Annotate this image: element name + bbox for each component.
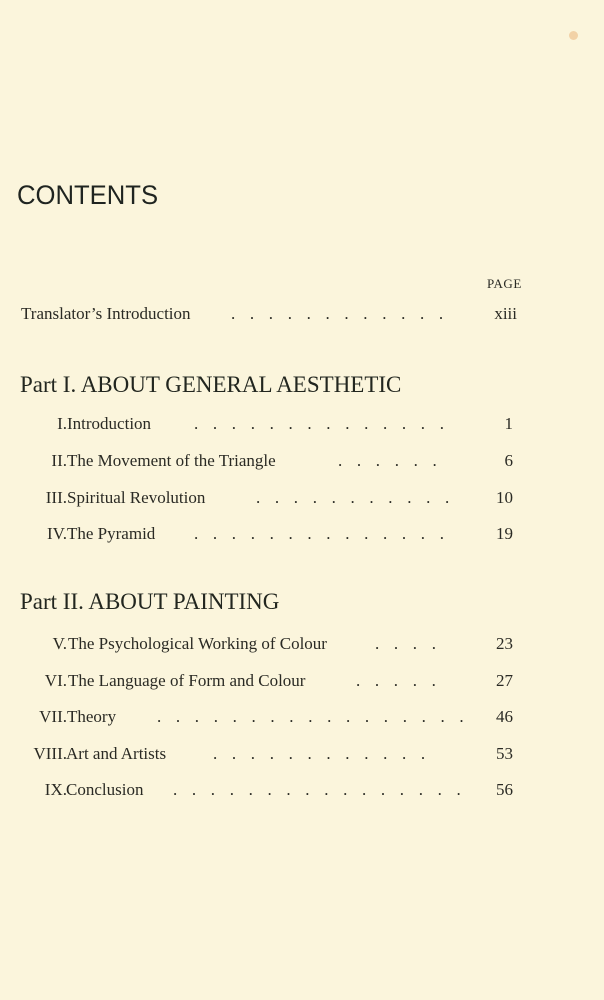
chapter-title: Introduction (67, 414, 152, 433)
toc-entry-chapter-3[interactable] (0, 488, 604, 512)
chapter-title: The Language of Form and Colour (68, 671, 306, 690)
part-heading-2: Part II. ABOUT PAINTING (20, 589, 280, 614)
toc-entry-chapter-1[interactable] (0, 414, 604, 438)
page-title: CONTENTS (17, 180, 159, 210)
leader-dots: . . . . . . . . . . . . . . . . . (157, 707, 469, 726)
paper-stain (569, 31, 578, 40)
chapter-page: 56 (496, 780, 513, 799)
toc-entry-page: xiii (494, 304, 517, 323)
toc-entry-chapter-8[interactable] (0, 744, 604, 768)
toc-entry-translators-introduction[interactable] (0, 304, 604, 328)
toc-entry-label: Translator’s Introduction (21, 304, 191, 323)
toc-entry-chapter-9[interactable] (0, 780, 604, 804)
leader-dots: . . . . . . (338, 451, 442, 470)
toc-entry-chapter-4[interactable] (0, 524, 604, 548)
chapter-title: Spiritual Revolution (67, 488, 206, 507)
toc-entry-chapter-7[interactable] (0, 707, 604, 731)
chapter-number: IX. (44, 780, 67, 799)
chapter-number: VI. (44, 671, 67, 690)
leader-dots: . . . . . (356, 671, 442, 690)
chapter-number: IV. (47, 524, 67, 543)
chapter-number: VIII. (33, 744, 67, 763)
part-heading-1: Part I. ABOUT GENERAL AESTHETIC (20, 372, 402, 397)
chapter-title: Theory (67, 707, 117, 726)
chapter-number: I. (57, 414, 67, 433)
chapter-title: The Psychological Working of Colour (68, 634, 327, 653)
toc-entry-chapter-2[interactable] (0, 451, 604, 475)
chapter-page: 46 (496, 707, 513, 726)
leader-dots: . . . . . . . . . . . . . . . . (173, 780, 466, 799)
chapter-title: Conclusion (66, 780, 144, 799)
chapter-number: III. (45, 488, 67, 507)
chapter-page: 10 (496, 488, 513, 507)
chapter-number: II. (51, 451, 67, 470)
page-column-header: PAGE (487, 276, 522, 291)
chapter-number: VII. (39, 707, 67, 726)
toc-entry-chapter-5[interactable] (0, 634, 604, 658)
chapter-page: 19 (496, 524, 513, 543)
leader-dots: . . . . . . . . . . . . (213, 744, 431, 763)
chapter-title: The Pyramid (67, 524, 156, 543)
chapter-number: V. (52, 634, 67, 653)
leader-dots: . . . . (375, 634, 442, 653)
chapter-title: The Movement of the Triangle (67, 451, 276, 470)
chapter-page: 23 (496, 634, 513, 653)
chapter-title: Art and Artists (66, 744, 167, 763)
leader-dots: . . . . . . . . . . . . . . (194, 524, 450, 543)
chapter-page: 53 (496, 744, 513, 763)
chapter-page: 6 (504, 451, 513, 470)
chapter-page: 1 (504, 414, 513, 433)
leader-dots: . . . . . . . . . . . . (231, 304, 449, 323)
leader-dots: . . . . . . . . . . . . . . (194, 414, 450, 433)
leader-dots: . . . . . . . . . . . (256, 488, 455, 507)
toc-entry-chapter-6[interactable] (0, 671, 604, 695)
chapter-page: 27 (496, 671, 513, 690)
